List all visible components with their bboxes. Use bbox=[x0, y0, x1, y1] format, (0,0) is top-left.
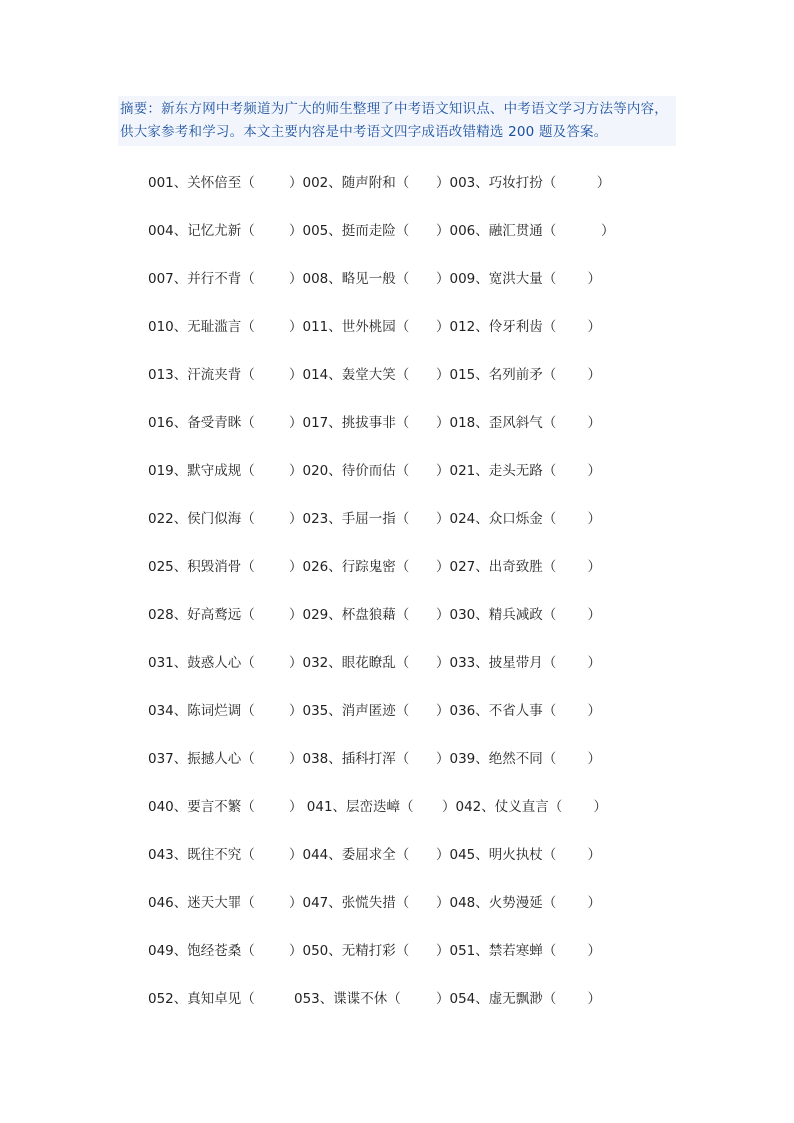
exercise-item: ）020、待价而估（ bbox=[289, 463, 410, 479]
exercise-row bbox=[0, 700, 794, 748]
exercise-item: ）027、出奇致胜（ ） bbox=[436, 559, 602, 575]
exercise-item: ）018、歪风斜气（ ） bbox=[436, 415, 602, 431]
exercise-row bbox=[0, 316, 794, 364]
exercise-item: ）009、宽洪大量（ ） bbox=[436, 271, 602, 287]
exercise-item: ）008、略见一般（ bbox=[289, 271, 410, 287]
exercise-item: 007、并行不背（ bbox=[148, 271, 255, 287]
exercise-row bbox=[0, 604, 794, 652]
exercise-row bbox=[0, 268, 794, 316]
exercise-item: 010、无耻滥言（ bbox=[148, 319, 255, 335]
exercise-item: ）024、众口烁金（ ） bbox=[436, 511, 602, 527]
exercise-item: ）050、无精打彩（ bbox=[289, 943, 410, 959]
exercise-item: ）047、张慌失措（ bbox=[289, 895, 410, 911]
exercise-item: ）014、轰堂大笑（ bbox=[289, 367, 410, 383]
exercise-item: ） 041、层峦迭嶂（ bbox=[289, 799, 414, 815]
exercise-row bbox=[0, 796, 794, 844]
exercise-item: 049、饱经苍桑（ bbox=[148, 943, 255, 959]
exercise-row bbox=[0, 940, 794, 988]
exercise-item: 031、鼓惑人心（ bbox=[148, 655, 255, 671]
exercise-item: ）005、挺而走险（ bbox=[289, 223, 410, 239]
exercise-item: ）012、伶牙利齿（ ） bbox=[436, 319, 602, 335]
exercise-item: 028、好高鹜远（ bbox=[148, 607, 255, 623]
exercise-row bbox=[0, 844, 794, 892]
exercise-item: ）033、披星带月（ ） bbox=[436, 655, 602, 671]
exercise-list bbox=[0, 172, 794, 1036]
exercise-item: 043、既往不究（ bbox=[148, 847, 255, 863]
exercise-item: 025、积毁消骨（ bbox=[148, 559, 255, 575]
exercise-item: 040、要言不繁（ bbox=[148, 799, 255, 815]
exercise-item: ）023、手屈一指（ bbox=[289, 511, 410, 527]
exercise-item: 022、侯门似海（ bbox=[148, 511, 255, 527]
exercise-item: ）036、不省人事（ ） bbox=[436, 703, 602, 719]
exercise-row bbox=[0, 412, 794, 460]
exercise-item: ）029、杯盘狼藉（ bbox=[289, 607, 410, 623]
exercise-item: ）017、挑拔事非（ bbox=[289, 415, 410, 431]
exercise-row bbox=[0, 748, 794, 796]
exercise-row bbox=[0, 892, 794, 940]
exercise-item: 004、记忆尤新（ bbox=[148, 223, 255, 239]
exercise-item: ）048、火势漫延（ ） bbox=[436, 895, 602, 911]
exercise-item: ）006、融汇贯通（ ） bbox=[436, 223, 615, 239]
exercise-row bbox=[0, 988, 794, 1036]
exercise-item: ）011、世外桃园（ bbox=[289, 319, 410, 335]
exercise-item: 019、默守成规（ bbox=[148, 463, 255, 479]
summary-abstract: 摘要：新东方网中考频道为广大的师生整理了中考语文知识点、中考语文学习方法等内容，供大家参考和学习。本文主要内容是中考语文四字成语改错精选 200 题及答案。 bbox=[118, 96, 676, 146]
exercise-item: ）015、名列前矛（ ） bbox=[436, 367, 602, 383]
exercise-item: ）032、眼花瞭乱（ bbox=[289, 655, 410, 671]
exercise-row bbox=[0, 652, 794, 700]
exercise-item: ）003、巧妆打扮（ ） bbox=[436, 175, 611, 191]
exercise-item: ）002、随声附和（ bbox=[289, 175, 410, 191]
exercise-item: 013、汗流夹背（ bbox=[148, 367, 255, 383]
exercise-item: ）021、走头无路（ ） bbox=[436, 463, 602, 479]
exercise-item: ）038、插科打浑（ bbox=[289, 751, 410, 767]
exercise-item: 034、陈词烂调（ bbox=[148, 703, 255, 719]
exercise-row bbox=[0, 172, 794, 220]
exercise-item: ）026、行踪鬼密（ bbox=[289, 559, 410, 575]
exercise-item: 046、迷天大罪（ bbox=[148, 895, 255, 911]
exercise-row bbox=[0, 364, 794, 412]
exercise-item: ）054、虚无飘渺（ ） bbox=[436, 991, 602, 1007]
exercise-row bbox=[0, 508, 794, 556]
exercise-item: 001、关怀倍至（ bbox=[148, 175, 255, 191]
exercise-item: ）045、明火执杖（ ） bbox=[436, 847, 602, 863]
exercise-item: 052、真知卓见（ bbox=[148, 991, 255, 1007]
exercise-item: 037、振撼人心（ bbox=[148, 751, 255, 767]
exercise-item: ）030、精兵减政（ ） bbox=[436, 607, 602, 623]
exercise-row bbox=[0, 556, 794, 604]
exercise-item: 016、备受青眯（ bbox=[148, 415, 255, 431]
exercise-row bbox=[0, 220, 794, 268]
exercise-item: ）039、绝然不同（ ） bbox=[436, 751, 602, 767]
exercise-row bbox=[0, 460, 794, 508]
exercise-item: ）044、委屈求全（ bbox=[289, 847, 410, 863]
exercise-item: 053、谍谍不休（ bbox=[294, 991, 401, 1007]
exercise-item: ）051、禁若寒蝉（ ） bbox=[436, 943, 602, 959]
exercise-item: ）042、仗义直言（ ） bbox=[442, 799, 608, 815]
exercise-item: ）035、消声匿迹（ bbox=[289, 703, 410, 719]
